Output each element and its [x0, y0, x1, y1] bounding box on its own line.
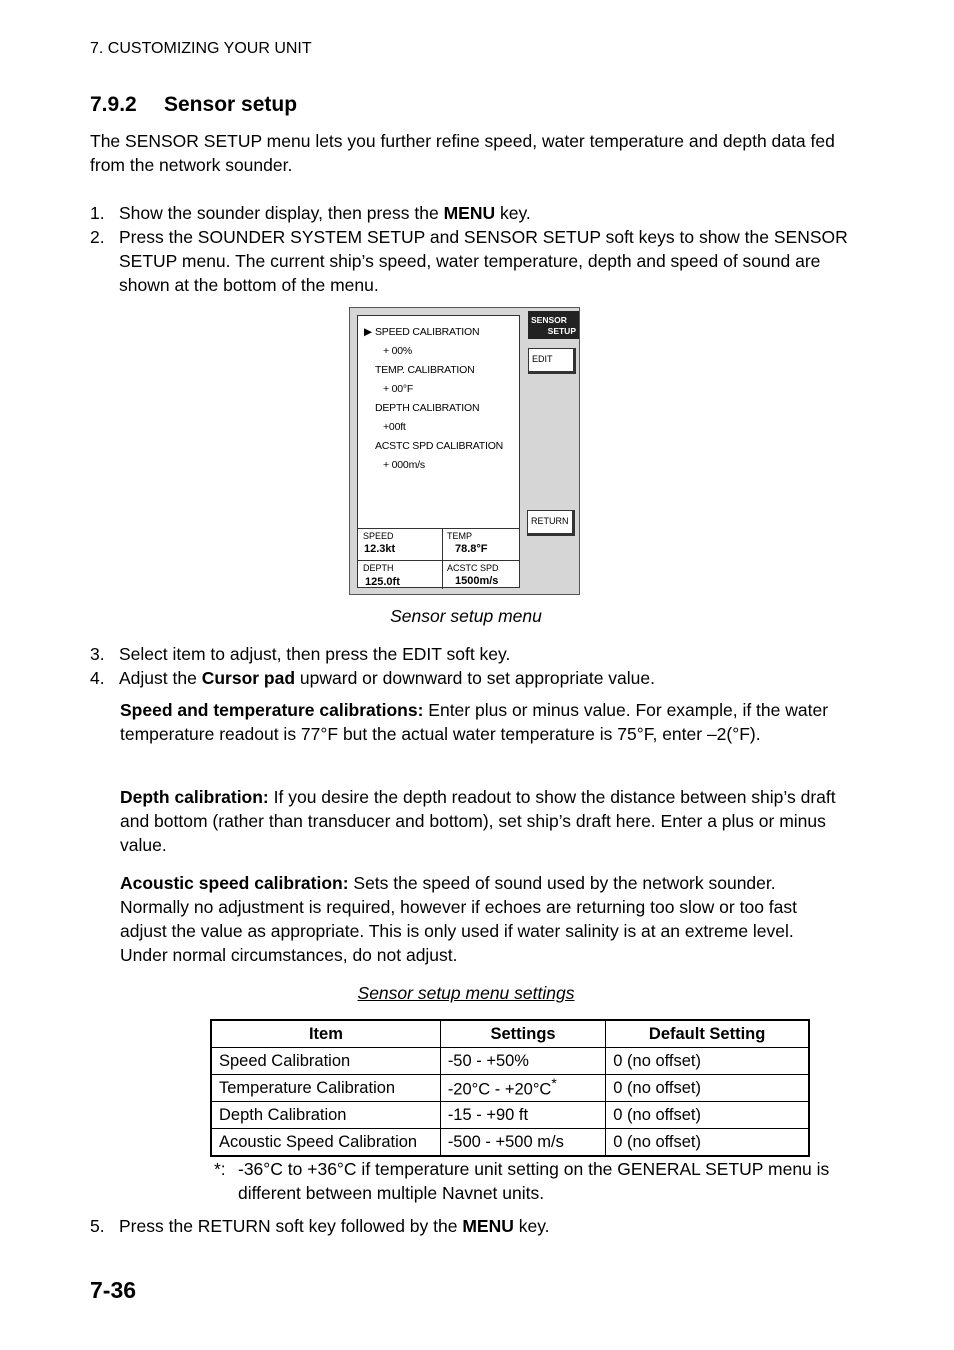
asterisk-mark: * — [551, 1076, 557, 1092]
chapter-header: 7. CUSTOMIZING YOUR UNIT — [90, 40, 312, 57]
menu-item-speed-calibration[interactable]: SPEED CALIBRATION — [375, 326, 480, 338]
divider — [358, 560, 519, 561]
step-number: 2. — [90, 227, 105, 247]
table-row — [211, 1129, 809, 1157]
table-caption: Sensor setup menu settings — [357, 983, 575, 1003]
figure-caption: Sensor setup menu — [390, 606, 542, 626]
description-term: Acoustic speed calibration: — [120, 873, 349, 893]
step-number: 1. — [90, 203, 105, 223]
step-text: key. — [513, 1216, 550, 1236]
menu-value-depth-calibration: +00ft — [383, 421, 406, 433]
step-3 — [90, 642, 850, 666]
column-header-item: Item — [211, 1020, 440, 1048]
depth-label: DEPTH — [363, 563, 394, 573]
table-cell: -50 - +50% — [440, 1048, 605, 1075]
menu-item-temp-calibration[interactable]: TEMP. CALIBRATION — [375, 364, 475, 376]
divider — [442, 529, 443, 589]
menu-value-acstc-spd-calibration: + 000m/s — [383, 459, 425, 471]
table-cell: Depth Calibration — [211, 1102, 440, 1129]
footnote-text: -36°C to +36°C if temperature unit setting on the GENERAL SETUP menu is different between multiple Navnet units. — [238, 1159, 830, 1203]
description-acoustic — [120, 871, 845, 967]
speed-label: SPEED — [363, 531, 394, 541]
speed-value: 12.3kt — [364, 543, 396, 555]
step-2 — [90, 225, 850, 297]
description-speed-temp — [120, 698, 845, 746]
settings-table — [210, 1019, 810, 1157]
softkey-title-line: SENSOR — [531, 315, 567, 325]
depth-value: 125.0ft — [365, 576, 400, 588]
step-text: Show the sounder display, then press the — [119, 203, 444, 223]
acstc-spd-label: ACSTC SPD — [447, 563, 499, 573]
table-cell: -15 - +90 ft — [440, 1102, 605, 1129]
temp-value: 78.8°F — [455, 543, 488, 555]
table-row — [211, 1048, 809, 1075]
step-4 — [90, 666, 850, 690]
menu-item-depth-calibration[interactable]: DEPTH CALIBRATION — [375, 402, 480, 414]
sensor-setup-screen — [349, 307, 580, 595]
step-text: Select item to adjust, then press the EDIT soft key. — [119, 644, 511, 664]
table-cell: -500 - +500 m/s — [440, 1129, 605, 1157]
description-text: Enter plus or minus value. For example, if the water temperature readout is 77°F but the actual water temperature is 75°F, enter –2(°F). — [120, 700, 829, 744]
column-header-default: Default Setting — [606, 1020, 809, 1048]
menu-item-acstc-spd-calibration[interactable]: ACSTC SPD CALIBRATION — [375, 440, 504, 452]
description-text: Sets the speed of sound used by the network sounder. Normally no adjustment is required, however if echoes are returning too slow or too fast adjust the value as appropriate. This is only used if water salinity is at an extreme level. Under normal circumstances, do not adjust. — [120, 873, 797, 965]
column-header-settings: Settings — [440, 1020, 605, 1048]
table-cell — [440, 1075, 605, 1102]
readout-box — [358, 528, 519, 589]
softkey-title — [528, 311, 579, 339]
section-title: Sensor setup — [164, 93, 298, 116]
key-name: Cursor pad — [201, 668, 296, 688]
step-number: 3. — [90, 644, 105, 664]
softkey-title-line: SETUP — [547, 325, 576, 336]
description-text: If you desire the depth readout to show the distance between ship’s draft and bottom (rather than transducer and bottom), set ship’s draft here. Enter a plus or minus value. — [120, 787, 836, 855]
menu-panel — [357, 315, 520, 588]
step-5 — [90, 1214, 850, 1238]
footnote-mark: *: — [214, 1159, 226, 1179]
footnote — [214, 1157, 834, 1205]
step-text: key. — [495, 203, 531, 223]
key-name: MENU — [443, 203, 496, 223]
table-row — [211, 1102, 809, 1129]
acstc-spd-value: 1500m/s — [455, 575, 499, 587]
description-term: Depth calibration: — [120, 787, 269, 807]
temp-label: TEMP — [447, 531, 473, 541]
step-number: 5. — [90, 1216, 105, 1236]
menu-value-speed-calibration: + 00% — [383, 345, 413, 357]
section-number: 7.9.2 — [90, 93, 137, 116]
page-number: 7-36 — [90, 1277, 137, 1303]
table-header-row — [211, 1020, 809, 1048]
table-cell: Acoustic Speed Calibration — [211, 1129, 440, 1157]
table-row — [211, 1075, 809, 1102]
key-name: MENU — [462, 1216, 514, 1236]
table-cell: Speed Calibration — [211, 1048, 440, 1075]
menu-value-temp-calibration: + 00°F — [383, 383, 414, 395]
cursor-icon: ▶ — [364, 326, 372, 338]
step-number: 4. — [90, 668, 105, 688]
edit-softkey[interactable]: EDIT — [528, 348, 576, 374]
step-text: Press the RETURN soft key followed by the — [119, 1216, 463, 1236]
table-cell: Temperature Calibration — [211, 1075, 440, 1102]
table-cell: 0 (no offset) — [606, 1075, 809, 1102]
step-text: upward or downward to set appropriate value. — [295, 668, 655, 688]
step-1 — [90, 201, 850, 225]
description-term: Speed and temperature calibrations: — [120, 700, 424, 720]
description-depth — [120, 785, 845, 857]
intro-paragraph: The SENSOR SETUP menu lets you further refine speed, water temperature and depth data fed from the network sounder. — [90, 131, 835, 175]
table-cell: 0 (no offset) — [606, 1129, 809, 1157]
table-cell-text: -20°C - +20°C — [447, 1080, 552, 1099]
table-cell: 0 (no offset) — [606, 1102, 809, 1129]
table-cell: 0 (no offset) — [606, 1048, 809, 1075]
step-text: Adjust the — [119, 668, 202, 688]
section-heading — [90, 93, 297, 117]
step-text: Press the SOUNDER SYSTEM SETUP and SENSOR SETUP soft keys to show the SENSOR SETUP menu. The current ship’s speed, water temperature, depth and speed of sound are shown at the bottom of the menu. — [119, 227, 848, 295]
return-softkey[interactable]: RETURN — [527, 510, 575, 536]
